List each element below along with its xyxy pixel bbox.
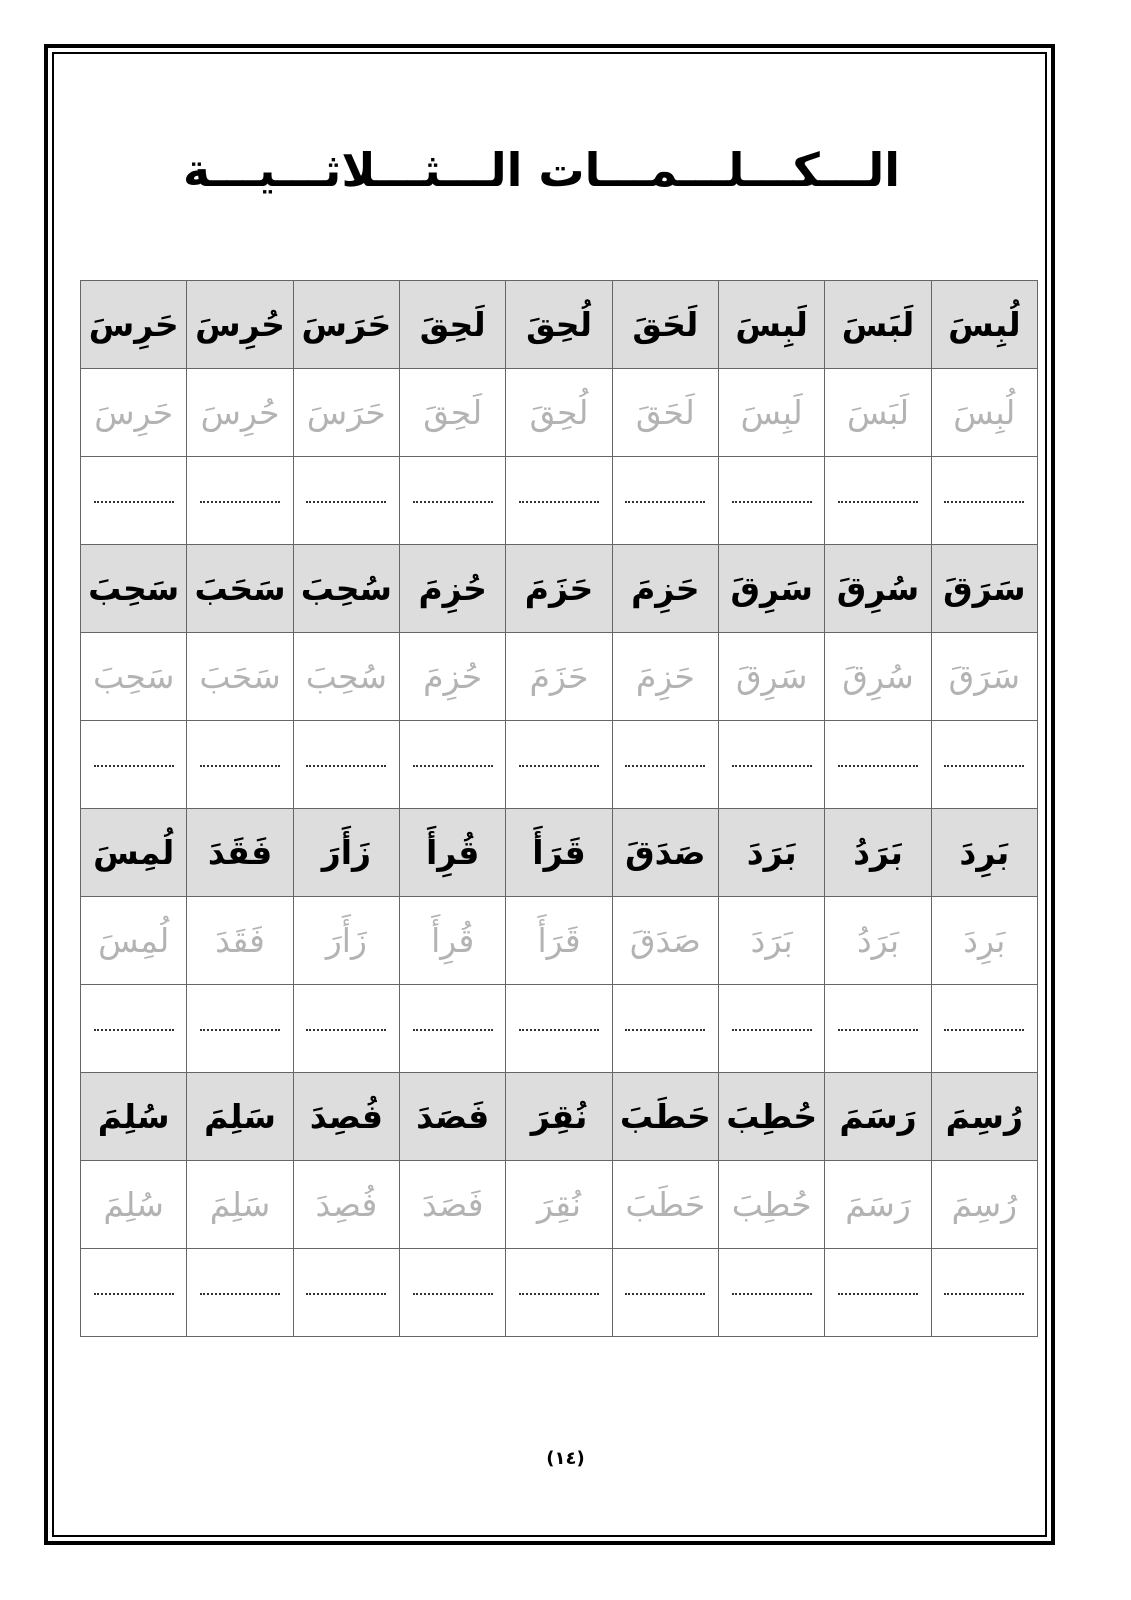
dotted-writing-line	[838, 1292, 918, 1295]
trace-word-cell: فَصَدَ	[400, 1161, 506, 1249]
model-word-cell: سَحِبَ	[81, 545, 187, 633]
model-word-cell: سَلِمَ	[187, 1073, 293, 1161]
trace-word-cell: سُلِمَ	[81, 1161, 187, 1249]
writing-cell[interactable]	[931, 985, 1037, 1073]
dotted-writing-line	[306, 1028, 386, 1031]
dotted-writing-line	[306, 500, 386, 503]
model-word-cell: حُزِمَ	[400, 545, 506, 633]
model-word-cell: لَحَقَ	[612, 281, 718, 369]
blank-row	[81, 1249, 1038, 1337]
model-word-cell: سُلِمَ	[81, 1073, 187, 1161]
dotted-writing-line	[625, 1028, 705, 1031]
writing-cell[interactable]	[187, 985, 293, 1073]
trace-word-cell: حَرَسَ	[293, 369, 399, 457]
trace-word-cell: قَرَأَ	[506, 897, 612, 985]
dotted-writing-line	[94, 500, 174, 503]
trace-word-cell: سَحَبَ	[187, 633, 293, 721]
dotted-writing-line	[838, 500, 918, 503]
blank-row	[81, 721, 1038, 809]
writing-cell[interactable]	[81, 985, 187, 1073]
dotted-writing-line	[519, 764, 599, 767]
model-word-cell: سُحِبَ	[293, 545, 399, 633]
writing-cell[interactable]	[293, 985, 399, 1073]
dotted-writing-line	[413, 1292, 493, 1295]
writing-cell[interactable]	[293, 457, 399, 545]
trace-word-cell: سَرِقَ	[719, 633, 825, 721]
model-row	[81, 545, 1038, 633]
dotted-writing-line	[519, 500, 599, 503]
model-row	[81, 1073, 1038, 1161]
model-word-cell: رَسَمَ	[825, 1073, 931, 1161]
writing-cell[interactable]	[293, 721, 399, 809]
trace-word-cell: سُرِقَ	[825, 633, 931, 721]
model-word-cell: فَصَدَ	[400, 1073, 506, 1161]
model-word-cell: حَزَمَ	[506, 545, 612, 633]
dotted-writing-line	[944, 500, 1024, 503]
trace-word-cell: لُحِقَ	[506, 369, 612, 457]
writing-cell[interactable]	[612, 1249, 718, 1337]
model-word-cell: حَزِمَ	[612, 545, 718, 633]
trace-row	[81, 1161, 1038, 1249]
trace-row	[81, 369, 1038, 457]
writing-cell[interactable]	[400, 985, 506, 1073]
trace-row	[81, 633, 1038, 721]
dotted-writing-line	[200, 1292, 280, 1295]
trace-word-cell: سَلِمَ	[187, 1161, 293, 1249]
writing-cell[interactable]	[825, 721, 931, 809]
model-word-cell: فُصِدَ	[293, 1073, 399, 1161]
trace-word-cell: بَرَدَ	[719, 897, 825, 985]
writing-cell[interactable]	[719, 985, 825, 1073]
dotted-writing-line	[519, 1292, 599, 1295]
dotted-writing-line	[413, 500, 493, 503]
trace-word-cell: سَحِبَ	[81, 633, 187, 721]
writing-cell[interactable]	[506, 721, 612, 809]
writing-cell[interactable]	[81, 1249, 187, 1337]
trace-word-cell: زَأَرَ	[293, 897, 399, 985]
trace-word-cell: فُصِدَ	[293, 1161, 399, 1249]
blank-row	[81, 985, 1038, 1073]
writing-cell[interactable]	[719, 457, 825, 545]
model-word-cell: سَرِقَ	[719, 545, 825, 633]
trace-word-cell: بَرَدُ	[825, 897, 931, 985]
trace-word-cell: قُرِأَ	[400, 897, 506, 985]
writing-cell[interactable]	[400, 721, 506, 809]
page-number: (١٤)	[546, 1448, 585, 1469]
trace-word-cell: لَبَسَ	[825, 369, 931, 457]
writing-cell[interactable]	[400, 1249, 506, 1337]
trace-word-cell: لَحِقَ	[400, 369, 506, 457]
model-word-cell: رُسِمَ	[931, 1073, 1037, 1161]
dotted-writing-line	[625, 764, 705, 767]
dotted-writing-line	[838, 1028, 918, 1031]
dotted-writing-line	[625, 500, 705, 503]
model-word-cell: بَرَدَ	[719, 809, 825, 897]
writing-cell[interactable]	[400, 457, 506, 545]
trace-word-cell: سُحِبَ	[293, 633, 399, 721]
writing-cell[interactable]	[719, 1249, 825, 1337]
writing-cell[interactable]	[612, 985, 718, 1073]
model-row	[81, 281, 1038, 369]
model-word-cell: لَحِقَ	[400, 281, 506, 369]
dotted-writing-line	[732, 1028, 812, 1031]
trace-word-cell: لُبِسَ	[931, 369, 1037, 457]
dotted-writing-line	[625, 1292, 705, 1295]
writing-cell[interactable]	[931, 457, 1037, 545]
model-word-cell: لُحِقَ	[506, 281, 612, 369]
trace-word-cell: لَبِسَ	[719, 369, 825, 457]
writing-cell[interactable]	[187, 721, 293, 809]
model-word-cell: بَرِدَ	[931, 809, 1037, 897]
trace-word-cell: رُسِمَ	[931, 1161, 1037, 1249]
writing-cell[interactable]	[931, 1249, 1037, 1337]
writing-cell[interactable]	[825, 985, 931, 1073]
trace-word-cell: حَزَمَ	[506, 633, 612, 721]
trace-word-cell: نُقِرَ	[506, 1161, 612, 1249]
writing-cell[interactable]	[293, 1249, 399, 1337]
trace-word-cell: بَرِدَ	[931, 897, 1037, 985]
model-word-cell: حُطِبَ	[719, 1073, 825, 1161]
writing-cell[interactable]	[825, 457, 931, 545]
model-word-cell: صَدَقَ	[612, 809, 718, 897]
model-word-cell: لَبَسَ	[825, 281, 931, 369]
writing-cell[interactable]	[81, 721, 187, 809]
dotted-writing-line	[944, 764, 1024, 767]
dotted-writing-line	[94, 1292, 174, 1295]
writing-cell[interactable]	[719, 721, 825, 809]
model-word-cell: نُقِرَ	[506, 1073, 612, 1161]
writing-cell[interactable]	[81, 457, 187, 545]
model-word-cell: سُرِقَ	[825, 545, 931, 633]
trace-word-cell: حُطِبَ	[719, 1161, 825, 1249]
trace-word-cell: لَحَقَ	[612, 369, 718, 457]
model-word-cell: سَرَقَ	[931, 545, 1037, 633]
dotted-writing-line	[944, 1028, 1024, 1031]
model-word-cell: لَبِسَ	[719, 281, 825, 369]
dotted-writing-line	[519, 1028, 599, 1031]
writing-cell[interactable]	[931, 721, 1037, 809]
writing-cell[interactable]	[506, 457, 612, 545]
trace-word-cell: لُمِسَ	[81, 897, 187, 985]
model-word-cell: حُرِسَ	[187, 281, 293, 369]
model-word-cell: بَرَدُ	[825, 809, 931, 897]
dotted-writing-line	[200, 500, 280, 503]
model-word-cell: لُمِسَ	[81, 809, 187, 897]
page-title: الـــكـــلـــمـــات الـــثـــلاثـــيـــة	[183, 143, 900, 197]
trace-word-cell: حُرِسَ	[187, 369, 293, 457]
model-row	[81, 809, 1038, 897]
dotted-writing-line	[200, 764, 280, 767]
trace-word-cell: فَقَدَ	[187, 897, 293, 985]
trace-word-cell: سَرَقَ	[931, 633, 1037, 721]
model-word-cell: لُبِسَ	[931, 281, 1037, 369]
writing-cell[interactable]	[187, 457, 293, 545]
model-word-cell: حَرِسَ	[81, 281, 187, 369]
dotted-writing-line	[838, 764, 918, 767]
dotted-writing-line	[413, 1028, 493, 1031]
dotted-writing-line	[94, 1028, 174, 1031]
dotted-writing-line	[306, 764, 386, 767]
writing-cell[interactable]	[825, 1249, 931, 1337]
trace-word-cell: حَزِمَ	[612, 633, 718, 721]
dotted-writing-line	[306, 1292, 386, 1295]
model-word-cell: حَطَبَ	[612, 1073, 718, 1161]
trace-word-cell: حَرِسَ	[81, 369, 187, 457]
model-word-cell: فَقَدَ	[187, 809, 293, 897]
writing-cell[interactable]	[612, 457, 718, 545]
model-word-cell: قُرِأَ	[400, 809, 506, 897]
model-word-cell: حَرَسَ	[293, 281, 399, 369]
dotted-writing-line	[413, 764, 493, 767]
trace-word-cell: حَطَبَ	[612, 1161, 718, 1249]
words-worksheet-table	[80, 280, 1038, 1337]
trace-row	[81, 897, 1038, 985]
writing-cell[interactable]	[506, 985, 612, 1073]
model-word-cell: قَرَأَ	[506, 809, 612, 897]
model-word-cell: زَأَرَ	[293, 809, 399, 897]
dotted-writing-line	[94, 764, 174, 767]
dotted-writing-line	[732, 764, 812, 767]
dotted-writing-line	[200, 1028, 280, 1031]
writing-cell[interactable]	[187, 1249, 293, 1337]
model-word-cell: سَحَبَ	[187, 545, 293, 633]
blank-row	[81, 457, 1038, 545]
trace-word-cell: رَسَمَ	[825, 1161, 931, 1249]
writing-cell[interactable]	[506, 1249, 612, 1337]
writing-cell[interactable]	[612, 721, 718, 809]
trace-word-cell: حُزِمَ	[400, 633, 506, 721]
dotted-writing-line	[944, 1292, 1024, 1295]
dotted-writing-line	[732, 1292, 812, 1295]
dotted-writing-line	[732, 500, 812, 503]
trace-word-cell: صَدَقَ	[612, 897, 718, 985]
